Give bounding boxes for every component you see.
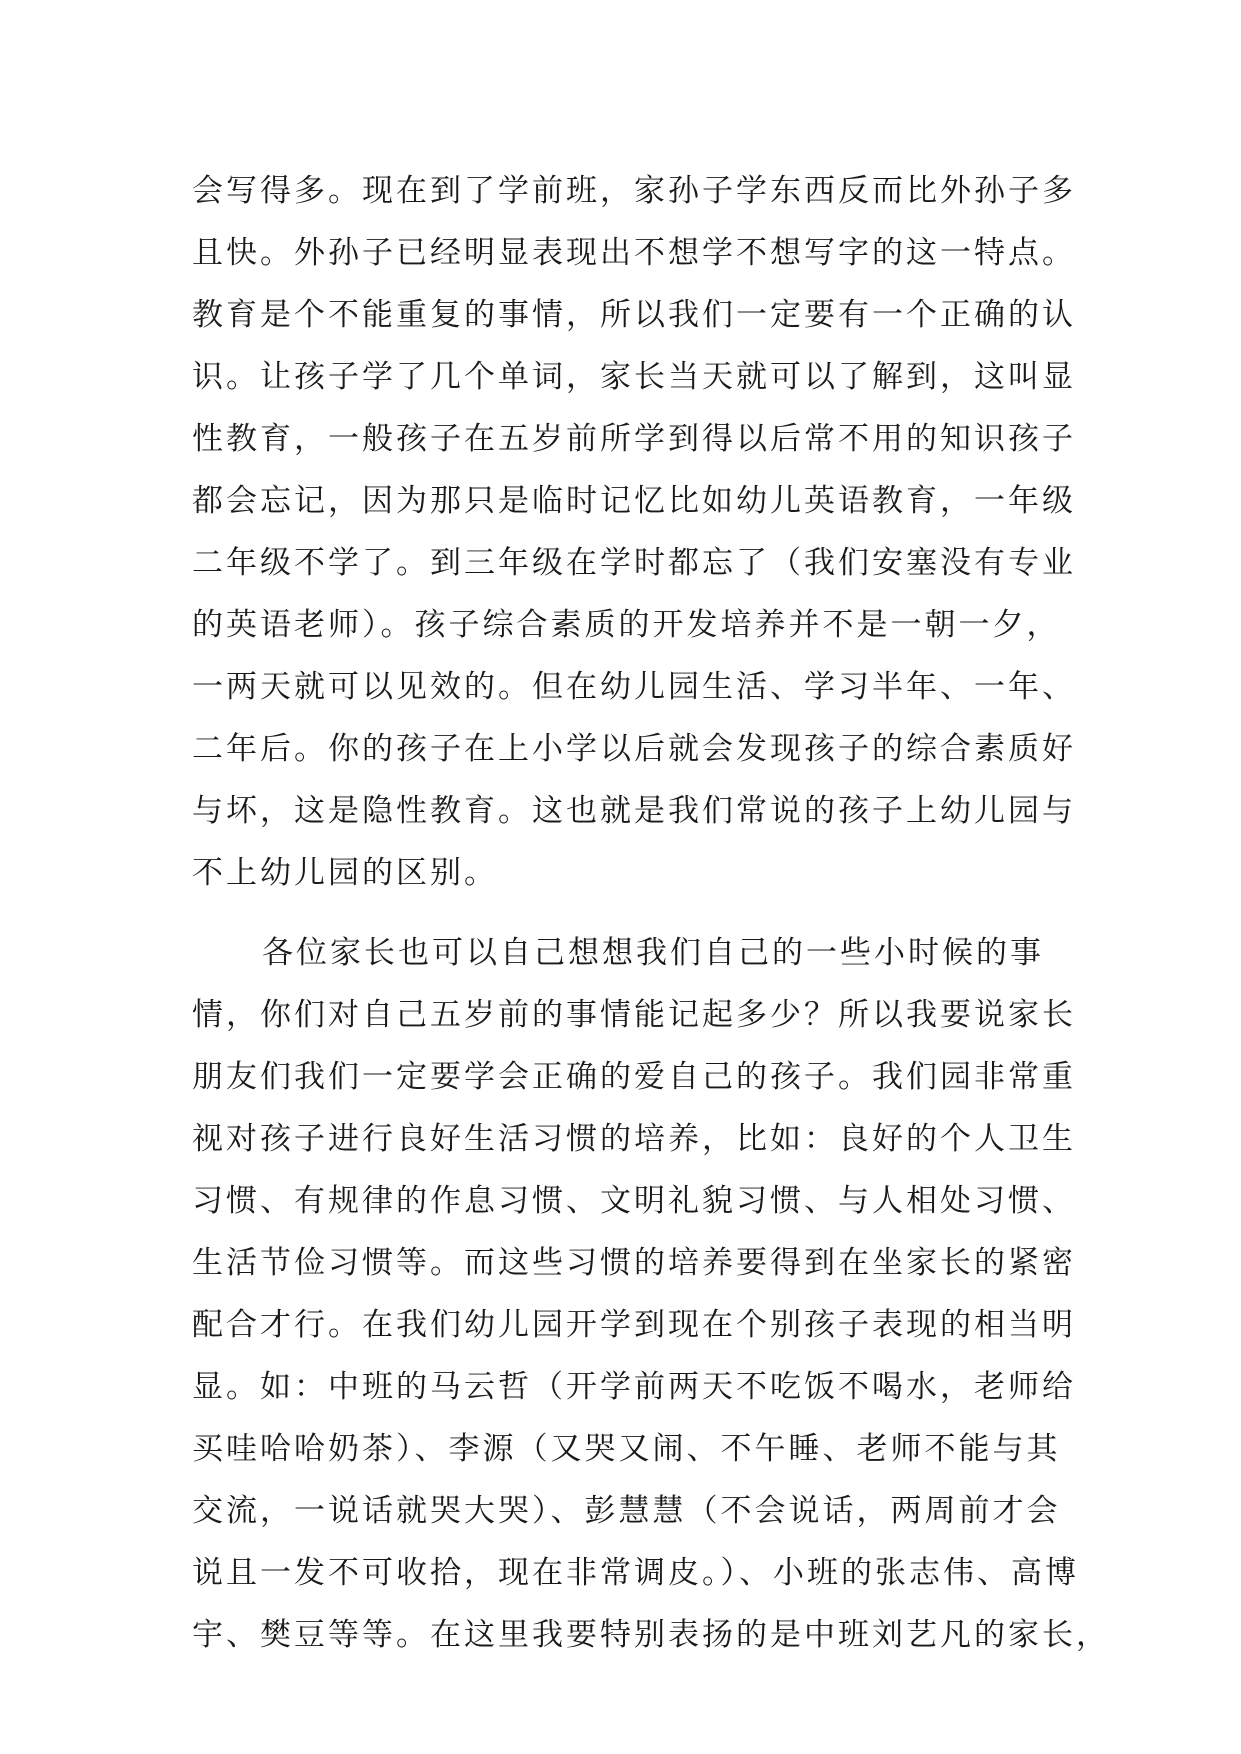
text-line: 性教育，一般孩子在五岁前所学到得以后常不用的知识孩子 [192,421,1076,457]
paragraph-gap [192,904,1072,922]
text-line: 生活节俭习惯等。而这些习惯的培养要得到在坐家长的紧密 [192,1245,1076,1281]
document-body [192,160,1110,1666]
paragraph [192,922,1110,1666]
text-line: 配合才行。在我们幼儿园开学到现在个别孩子表现的相当明 [192,1307,1076,1343]
text-line: 会写得多。现在到了学前班，家孙子学东西反而比外孙子多 [192,173,1076,209]
text-line: 习惯、有规律的作息习惯、文明礼貌习惯、与人相处习惯、 [192,1183,1076,1219]
text-line: 一两天就可以见效的。但在幼儿园生活、学习半年、一年、 [192,669,1076,705]
text-line: 宇、樊豆等等。在这里我要特别表扬的是中班刘艺凡的家长， [192,1617,1110,1653]
text-line: 二年后。你的孩子在上小学以后就会发现孩子的综合素质好 [192,731,1076,767]
text-line: 显。如：中班的马云哲（开学前两天不吃饭不喝水，老师给 [192,1369,1076,1405]
text-line: 情，你们对自己五岁前的事情能记起多少？所以我要说家长 [192,997,1076,1033]
text-line: 的英语老师）。孩子综合素质的开发培养并不是一朝一夕， [192,607,1061,643]
text-line: 视对孩子进行良好生活习惯的培养，比如：良好的个人卫生 [192,1121,1076,1157]
text-line: 教育是个不能重复的事情，所以我们一定要有一个正确的认 [192,297,1076,333]
text-line: 与坏，这是隐性教育。这也就是我们常说的孩子上幼儿园与 [192,793,1076,829]
text-line: 各位家长也可以自己想想我们自己的一些小时候的事 [262,935,1044,971]
text-line: 二年级不学了。到三年级在学时都忘了（我们安塞没有专业 [192,545,1076,581]
text-line: 识。让孩子学了几个单词，家长当天就可以了解到，这叫显 [192,359,1076,395]
paragraph [192,160,1076,904]
text-line: 交流，一说话就哭大哭）、彭慧慧（不会说话，两周前才会 [192,1493,1061,1529]
text-line: 不上幼儿园的区别。 [192,855,498,891]
text-line: 买哇哈哈奶茶）、李源（又哭又闹、不午睡、老师不能与其 [192,1431,1061,1467]
text-line: 且快。外孙子已经明显表现出不想学不想写字的这一特点。 [192,235,1076,271]
text-line: 都会忘记，因为那只是临时记忆比如幼儿英语教育，一年级 [192,483,1076,519]
text-line: 说且一发不可收拾，现在非常调皮。）、小班的张志伟、高博 [192,1555,1079,1591]
text-line: 朋友们我们一定要学会正确的爱自己的孩子。我们园非常重 [192,1059,1076,1095]
